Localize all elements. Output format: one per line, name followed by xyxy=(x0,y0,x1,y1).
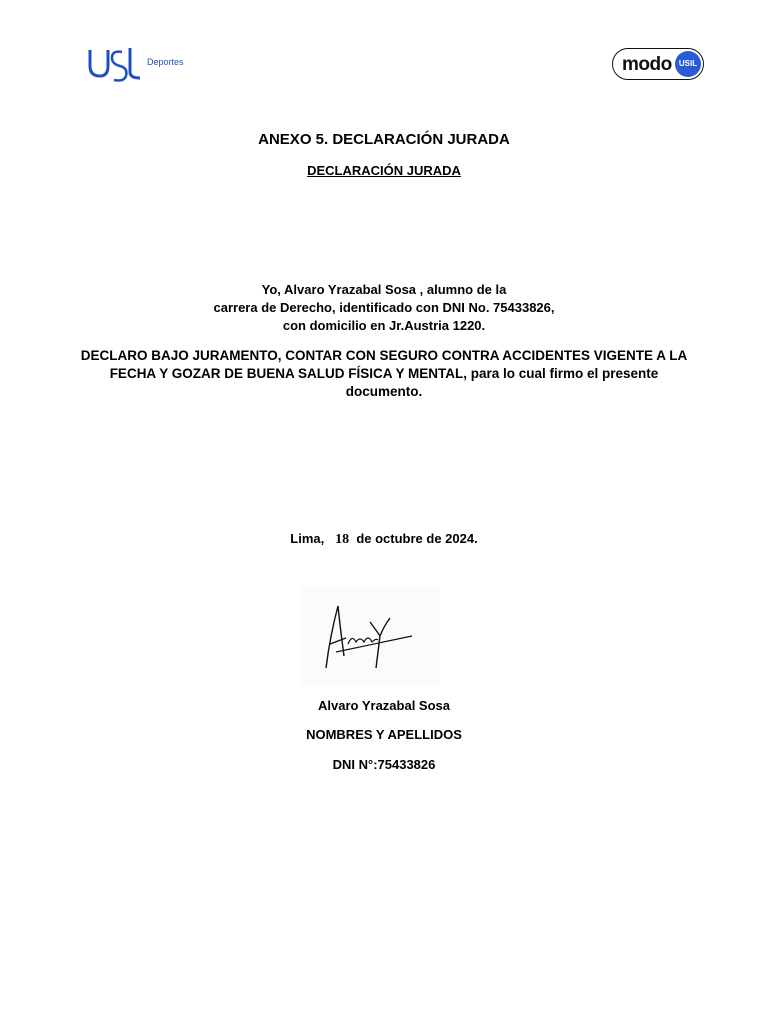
declaration-rest: para lo cual firmo el presente documento. xyxy=(345,366,659,399)
intro-line-2: carrera de Derecho, identificado con DNI No. 75433826, xyxy=(213,300,555,315)
modo-logo-word: modo xyxy=(622,54,672,75)
signer-name: Alvaro Yrazabal Sosa xyxy=(318,698,450,713)
signature-image xyxy=(300,586,440,686)
usil-deportes-logo xyxy=(86,42,196,84)
date-day: 18 xyxy=(335,532,350,547)
handwritten-signature xyxy=(300,586,440,686)
date-line xyxy=(0,531,768,548)
date-prefix: Lima, xyxy=(290,531,325,546)
date-suffix: de octubre de 2024. xyxy=(356,531,478,546)
modo-usil-logo xyxy=(612,48,704,80)
usil-badge-icon: USIL xyxy=(675,51,701,77)
dni-line: DNI N°:75433826 xyxy=(332,757,436,772)
logo-subtitle: Deportes xyxy=(147,57,184,67)
declaration-bold: DECLARO BAJO JURAMENTO, CONTAR CON SEGURO CONTRA ACCIDENTES VIGENTE A LA FECHA Y GOZAR DE BUENA SALUD FÍSICA Y MENTAL, xyxy=(80,348,688,381)
intro-line-1: Yo, Alvaro Yrazabal Sosa , alumno de la xyxy=(261,282,507,297)
document-subtitle: DECLARACIÓN JURADA xyxy=(307,163,461,178)
usil-monogram-icon xyxy=(86,42,146,84)
names-label: NOMBRES Y APELLIDOS xyxy=(306,727,462,742)
intro-line-3: con domicilio en Jr.Austria 1220. xyxy=(282,318,486,333)
document-title: ANEXO 5. DECLARACIÓN JURADA xyxy=(258,131,510,148)
declaration-paragraph xyxy=(70,347,698,401)
